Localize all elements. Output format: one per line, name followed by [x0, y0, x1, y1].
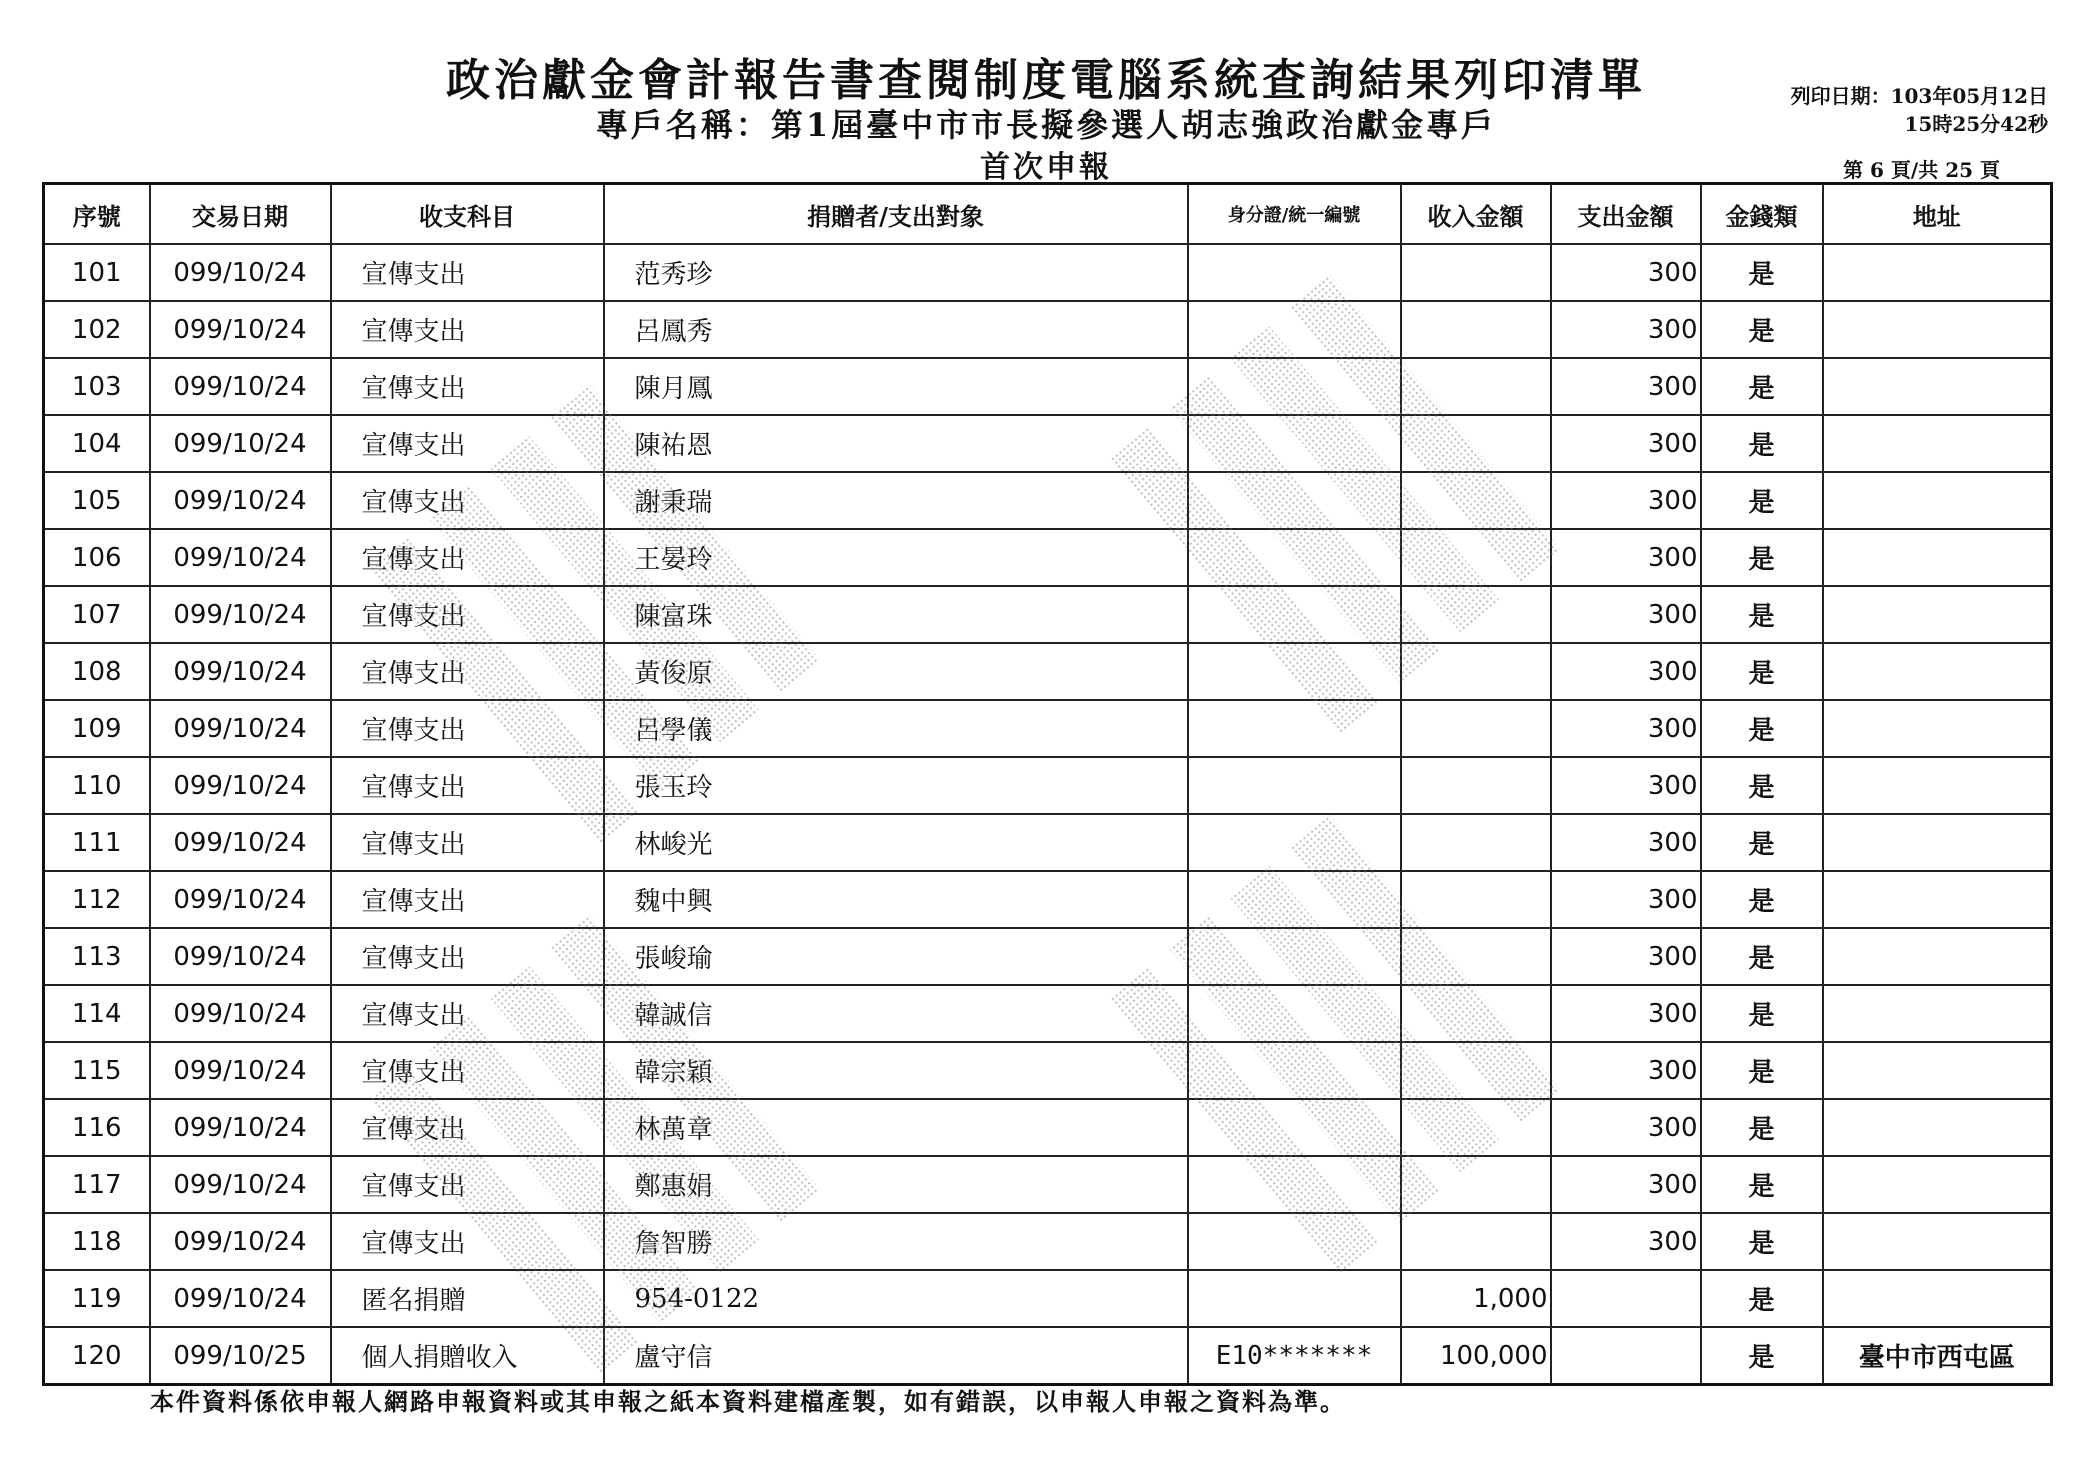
income-amount: 100,000	[1401, 1327, 1551, 1385]
income-amount	[1401, 871, 1551, 928]
row-number: 115	[44, 1042, 150, 1099]
expense-amount: 300	[1551, 1156, 1701, 1213]
cash-flag: 是	[1701, 757, 1823, 814]
expense-amount: 300	[1551, 757, 1701, 814]
expense-amount: 300	[1551, 586, 1701, 643]
account-subject: 個人捐贈收入	[331, 1327, 604, 1385]
expense-amount	[1551, 1327, 1701, 1385]
transaction-date: 099/10/24	[150, 586, 331, 643]
id-number	[1188, 244, 1401, 301]
address	[1823, 301, 2052, 358]
table-row	[44, 586, 2052, 643]
income-amount	[1401, 928, 1551, 985]
account-subject: 宣傳支出	[331, 700, 604, 757]
table-row	[44, 928, 2052, 985]
row-number: 111	[44, 814, 150, 871]
row-number: 112	[44, 871, 150, 928]
id-number	[1188, 358, 1401, 415]
counterparty: 陳月鳳	[604, 358, 1188, 415]
row-number: 110	[44, 757, 150, 814]
counterparty: 張峻瑜	[604, 928, 1188, 985]
counterparty: 韓宗穎	[604, 1042, 1188, 1099]
table-row	[44, 1099, 2052, 1156]
id-number	[1188, 586, 1401, 643]
counterparty: 黃俊原	[604, 643, 1188, 700]
counterparty: 954-0122	[604, 1270, 1188, 1327]
expense-amount: 300	[1551, 985, 1701, 1042]
row-number: 120	[44, 1327, 150, 1385]
cash-flag: 是	[1701, 1270, 1823, 1327]
table-row	[44, 358, 2052, 415]
table-row	[44, 814, 2052, 871]
page-indicator: 第 6 頁/共 25 頁	[1843, 158, 2000, 182]
cash-flag: 是	[1701, 358, 1823, 415]
counterparty: 鄭惠娟	[604, 1156, 1188, 1213]
expense-amount: 300	[1551, 871, 1701, 928]
report-type: 首次申報	[980, 150, 1112, 185]
expense-amount: 300	[1551, 1042, 1701, 1099]
col-header-no: 序號	[44, 184, 150, 245]
expense-amount: 300	[1551, 643, 1701, 700]
income-amount	[1401, 700, 1551, 757]
income-amount	[1401, 244, 1551, 301]
transaction-date: 099/10/24	[150, 814, 331, 871]
row-number: 106	[44, 529, 150, 586]
cash-flag: 是	[1701, 1327, 1823, 1385]
income-amount	[1401, 1099, 1551, 1156]
address	[1823, 643, 2052, 700]
address	[1823, 244, 2052, 301]
transaction-date: 099/10/25	[150, 1327, 331, 1385]
id-number	[1188, 871, 1401, 928]
transaction-date: 099/10/24	[150, 643, 331, 700]
address	[1823, 529, 2052, 586]
table-row	[44, 757, 2052, 814]
row-number: 105	[44, 472, 150, 529]
report-title: 政治獻金會計報告書查閱制度電腦系統查詢結果列印清單	[446, 55, 1646, 106]
row-number: 113	[44, 928, 150, 985]
table-row	[44, 871, 2052, 928]
counterparty: 謝秉瑞	[604, 472, 1188, 529]
account-subject: 匿名捐贈	[331, 1270, 604, 1327]
account-subject: 宣傳支出	[331, 358, 604, 415]
transaction-date: 099/10/24	[150, 1156, 331, 1213]
id-number	[1188, 928, 1401, 985]
table-row	[44, 700, 2052, 757]
id-number	[1188, 757, 1401, 814]
cash-flag: 是	[1701, 1042, 1823, 1099]
expense-amount: 300	[1551, 700, 1701, 757]
transaction-date: 099/10/24	[150, 472, 331, 529]
transaction-date: 099/10/24	[150, 757, 331, 814]
row-number: 119	[44, 1270, 150, 1327]
counterparty: 韓誠信	[604, 985, 1188, 1042]
id-number	[1188, 643, 1401, 700]
cash-flag: 是	[1701, 301, 1823, 358]
table-row	[44, 1213, 2052, 1270]
address	[1823, 985, 2052, 1042]
print-date: 列印日期：103年05月12日	[1790, 84, 2048, 108]
table-row	[44, 643, 2052, 700]
table-row	[44, 1156, 2052, 1213]
expense-amount: 300	[1551, 814, 1701, 871]
row-number: 104	[44, 415, 150, 472]
income-amount	[1401, 529, 1551, 586]
col-header-expense: 支出金額	[1551, 184, 1701, 245]
header-row	[44, 184, 2052, 245]
expense-amount: 300	[1551, 529, 1701, 586]
income-amount	[1401, 358, 1551, 415]
address	[1823, 871, 2052, 928]
ledger-table	[42, 182, 2053, 1386]
address	[1823, 1213, 2052, 1270]
cash-flag: 是	[1701, 1213, 1823, 1270]
transaction-date: 099/10/24	[150, 1270, 331, 1327]
id-number	[1188, 700, 1401, 757]
id-number	[1188, 301, 1401, 358]
transaction-date: 099/10/24	[150, 301, 331, 358]
col-header-date: 交易日期	[150, 184, 331, 245]
counterparty: 呂學儀	[604, 700, 1188, 757]
expense-amount: 300	[1551, 472, 1701, 529]
table-row	[44, 1270, 2052, 1327]
id-number	[1188, 985, 1401, 1042]
address	[1823, 1099, 2052, 1156]
counterparty: 林峻光	[604, 814, 1188, 871]
account-subject: 宣傳支出	[331, 1213, 604, 1270]
cash-flag: 是	[1701, 814, 1823, 871]
id-number	[1188, 1156, 1401, 1213]
account-subject: 宣傳支出	[331, 985, 604, 1042]
account-subject: 宣傳支出	[331, 586, 604, 643]
address	[1823, 928, 2052, 985]
income-amount	[1401, 814, 1551, 871]
id-number	[1188, 472, 1401, 529]
address	[1823, 1270, 2052, 1327]
counterparty: 詹智勝	[604, 1213, 1188, 1270]
cash-flag: 是	[1701, 871, 1823, 928]
counterparty: 王晏玲	[604, 529, 1188, 586]
expense-amount: 300	[1551, 244, 1701, 301]
transaction-date: 099/10/24	[150, 1213, 331, 1270]
address	[1823, 700, 2052, 757]
row-number: 102	[44, 301, 150, 358]
col-header-subject: 收支科目	[331, 184, 604, 245]
counterparty: 呂鳳秀	[604, 301, 1188, 358]
col-header-cash: 金錢類	[1701, 184, 1823, 245]
address	[1823, 472, 2052, 529]
account-subject: 宣傳支出	[331, 1042, 604, 1099]
transaction-date: 099/10/24	[150, 244, 331, 301]
counterparty: 范秀珍	[604, 244, 1188, 301]
table-row	[44, 529, 2052, 586]
col-header-income: 收入金額	[1401, 184, 1551, 245]
col-header-address: 地址	[1823, 184, 2052, 245]
cash-flag: 是	[1701, 928, 1823, 985]
row-number: 107	[44, 586, 150, 643]
expense-amount: 300	[1551, 928, 1701, 985]
account-name: 專戶名稱：第1屆臺中市市長擬參選人胡志強政治獻金專戶	[595, 106, 1497, 144]
row-number: 108	[44, 643, 150, 700]
income-amount	[1401, 415, 1551, 472]
row-number: 103	[44, 358, 150, 415]
income-amount	[1401, 472, 1551, 529]
address	[1823, 415, 2052, 472]
expense-amount: 300	[1551, 1099, 1701, 1156]
transaction-date: 099/10/24	[150, 1042, 331, 1099]
income-amount	[1401, 1213, 1551, 1270]
row-number: 116	[44, 1099, 150, 1156]
address	[1823, 1156, 2052, 1213]
id-number	[1188, 1099, 1401, 1156]
id-number	[1188, 529, 1401, 586]
table-row	[44, 985, 2052, 1042]
expense-amount: 300	[1551, 415, 1701, 472]
account-subject: 宣傳支出	[331, 1099, 604, 1156]
transaction-date: 099/10/24	[150, 985, 331, 1042]
account-subject: 宣傳支出	[331, 814, 604, 871]
income-amount	[1401, 757, 1551, 814]
transaction-date: 099/10/24	[150, 700, 331, 757]
transaction-date: 099/10/24	[150, 415, 331, 472]
transaction-date: 099/10/24	[150, 928, 331, 985]
cash-flag: 是	[1701, 244, 1823, 301]
transaction-date: 099/10/24	[150, 871, 331, 928]
cash-flag: 是	[1701, 1156, 1823, 1213]
table-row	[44, 244, 2052, 301]
cash-flag: 是	[1701, 472, 1823, 529]
expense-amount: 300	[1551, 1213, 1701, 1270]
row-number: 101	[44, 244, 150, 301]
address	[1823, 757, 2052, 814]
table-row	[44, 1327, 2052, 1385]
cash-flag: 是	[1701, 700, 1823, 757]
row-number: 114	[44, 985, 150, 1042]
table-row	[44, 1042, 2052, 1099]
address	[1823, 586, 2052, 643]
transaction-date: 099/10/24	[150, 1099, 331, 1156]
account-subject: 宣傳支出	[331, 757, 604, 814]
table-row	[44, 301, 2052, 358]
cash-flag: 是	[1701, 415, 1823, 472]
row-number: 118	[44, 1213, 150, 1270]
print-time: 15時25分42秒	[1904, 112, 2048, 136]
income-amount	[1401, 586, 1551, 643]
account-subject: 宣傳支出	[331, 1156, 604, 1213]
address	[1823, 1042, 2052, 1099]
transaction-date: 099/10/24	[150, 358, 331, 415]
income-amount: 1,000	[1401, 1270, 1551, 1327]
id-number	[1188, 814, 1401, 871]
table-row	[44, 415, 2052, 472]
table-row	[44, 472, 2052, 529]
expense-amount: 300	[1551, 358, 1701, 415]
account-subject: 宣傳支出	[331, 472, 604, 529]
expense-amount	[1551, 1270, 1701, 1327]
counterparty: 林萬章	[604, 1099, 1188, 1156]
id-number	[1188, 1042, 1401, 1099]
id-number: E10*******	[1188, 1327, 1401, 1385]
cash-flag: 是	[1701, 529, 1823, 586]
account-subject: 宣傳支出	[331, 301, 604, 358]
income-amount	[1401, 643, 1551, 700]
cash-flag: 是	[1701, 1099, 1823, 1156]
row-number: 109	[44, 700, 150, 757]
counterparty: 陳祐恩	[604, 415, 1188, 472]
address	[1823, 814, 2052, 871]
cash-flag: 是	[1701, 586, 1823, 643]
counterparty: 張玉玲	[604, 757, 1188, 814]
counterparty: 陳富珠	[604, 586, 1188, 643]
address: 臺中市西屯區	[1823, 1327, 2052, 1385]
col-header-party: 捐贈者/支出對象	[604, 184, 1188, 245]
account-subject: 宣傳支出	[331, 244, 604, 301]
cash-flag: 是	[1701, 985, 1823, 1042]
account-subject: 宣傳支出	[331, 643, 604, 700]
cash-flag: 是	[1701, 643, 1823, 700]
account-subject: 宣傳支出	[331, 871, 604, 928]
expense-amount: 300	[1551, 301, 1701, 358]
account-subject: 宣傳支出	[331, 529, 604, 586]
account-subject: 宣傳支出	[331, 928, 604, 985]
row-number: 117	[44, 1156, 150, 1213]
footer-note: 本件資料係依申報人網路申報資料或其申報之紙本資料建檔產製，如有錯誤，以申報人申報之資料為準。	[150, 1387, 1346, 1416]
income-amount	[1401, 985, 1551, 1042]
income-amount	[1401, 1042, 1551, 1099]
counterparty: 盧守信	[604, 1327, 1188, 1385]
print-timestamp	[1700, 82, 2048, 138]
transaction-date: 099/10/24	[150, 529, 331, 586]
id-number	[1188, 1270, 1401, 1327]
account-subject: 宣傳支出	[331, 415, 604, 472]
id-number	[1188, 1213, 1401, 1270]
col-header-id: 身分證/統一編號	[1188, 184, 1401, 245]
income-amount	[1401, 301, 1551, 358]
counterparty: 魏中興	[604, 871, 1188, 928]
address	[1823, 358, 2052, 415]
id-number	[1188, 415, 1401, 472]
income-amount	[1401, 1156, 1551, 1213]
